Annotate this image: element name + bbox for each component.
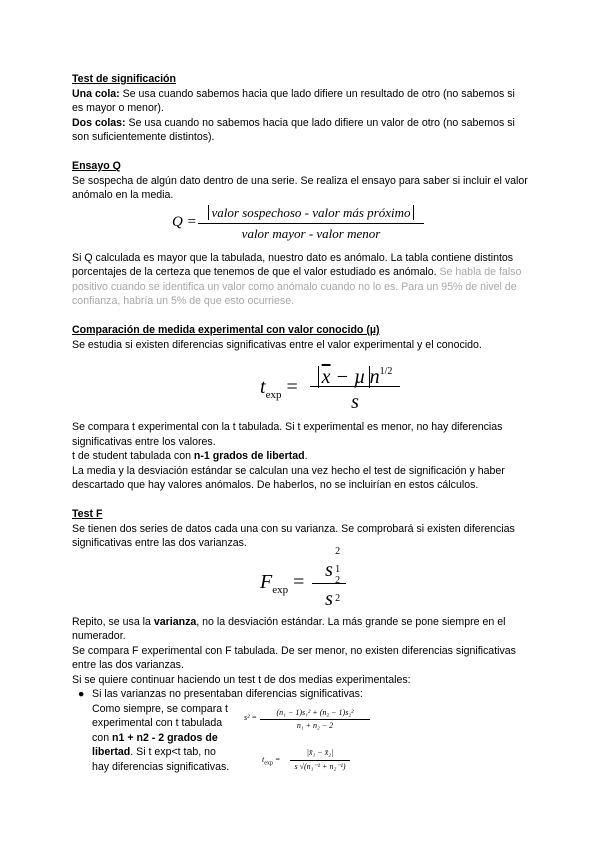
variance-note: Repito, se usa la varianza, no la desviación estándar. La más grande se pone siempre en el numerador. [72, 615, 506, 642]
q-test-explanation [72, 251, 528, 309]
paragraph-two-tail [72, 116, 528, 145]
spacer [72, 493, 528, 508]
heading-q-test: Ensayo Q [72, 160, 121, 172]
bullet-text: Si las varianzas no presentaban diferencias significativas: [92, 688, 363, 700]
two-tail-label: Dos colas: [72, 116, 126, 129]
f-formula-numerator: s 2 1 [325, 545, 341, 581]
mean-note: La media y la desviación estándar se calculan una vez hecho el test de significación y haber descartado que hay valores anómalos. De haberlos, no se incluirían en estos cálculos. [72, 464, 505, 491]
document-page [72, 72, 528, 789]
q-formula-denominator: valor mayor - valor menor [241, 225, 381, 241]
two-tail-text: Se usa cuando no sabemos hacia que lado difiere un valor de otro (no sabemos si son suficientemente distintos). [72, 116, 515, 143]
two-means-text: Como siempre, se compara t experimental con t tabulada con n1 + n2 - 2 grados de libertad. Si t exp<t tab, no hay diferencias significativas. [92, 702, 230, 773]
t-exp-formula [72, 356, 528, 420]
paragraph-one-tail [72, 87, 528, 116]
one-tail-label: Una cola: [72, 87, 120, 100]
t-formula-fraction [310, 356, 400, 415]
known-value-intro: Se estudia si existen diferencias significativas entre el valor experimental y el conocido. [72, 338, 482, 351]
q-formula-lhs: Q = [172, 213, 197, 230]
f-compare: Se compara F experimental con F tabulada. De ser menor, no existen diferencias significativas entre las dos varianzas. [72, 644, 516, 671]
student-t-line: t de student tabulada con n-1 grados de libertad. [72, 450, 308, 462]
f-exp-formula [72, 545, 528, 615]
heading-significance-test: Test de significación [72, 73, 176, 85]
heading-f-test: Test F [72, 508, 103, 520]
two-means-block [72, 702, 528, 789]
t-formula-lhs: $t_{exp}$ = [260, 376, 298, 401]
pooled-variance-formulas: s² = (n₁ − 1)s₁² + (n₂ − 1)s₂² n₁ + n₂ − 2 $t_{exp}$ = |x̄₁ − x̄₂| s √(n₁⁻¹ + n₂⁻¹) [242, 702, 372, 788]
spacer [72, 145, 528, 160]
t-two-means-intro: Si se quiere continuar haciendo un test t de dos medias experimentales: [72, 673, 411, 686]
list-item [72, 687, 528, 702]
one-tail-text: Se usa cuando sabemos hacia que lado difiere un resultado de otro (no sabemos si es mayor o menor). [72, 87, 515, 114]
q-formula [72, 203, 528, 247]
t-formula-numerator: $\overline{x} - \mu$ $n^{1/2}$ [310, 356, 400, 386]
q-test-gray-note: Se habla de falso positivo cuando se identifica un valor como anómalo cuando no lo es. Para un 95% de nivel de confianza, habría un 5% de que esto ocurriese. [72, 266, 522, 307]
bullet-icon: ● [78, 688, 85, 700]
q-test-explanation-text: Si Q calculada es mayor que la tabulada, nuestro dato es anómalo. La tabla contiene distintos porcentajes de la certeza que tenemos de que el valor estudiado es anómalo. [72, 251, 514, 278]
heading-known-value: Comparación de medida experimental con valor conocido (µ) [72, 324, 380, 336]
spacer [72, 309, 528, 324]
q-test-intro: Se sospecha de algún dato dentro de una serie. Se realiza el ensayo para saber si incluir el valor anómalo en la media. [72, 174, 528, 201]
f-formula-lhs: $F_{exp}$ = [260, 570, 305, 596]
f-formula-denominator: s 2 2 [325, 574, 341, 610]
f-test-intro: Se tienen dos series de datos cada una con su varianza. Se comprobará si existen diferencias significativas entre las dos varianzas. [72, 522, 515, 549]
f-formula-fraction [312, 545, 346, 612]
q-formula-fraction [198, 203, 424, 244]
q-formula-numerator: valor sospechoso - valor más próximo [208, 205, 415, 220]
t-formula-denominator: s [351, 391, 359, 413]
known-value-compare: Se compara t experimental con la t tabulada. Si t experimental es menor, no hay diferencias significativas entre los valores. [72, 421, 503, 448]
